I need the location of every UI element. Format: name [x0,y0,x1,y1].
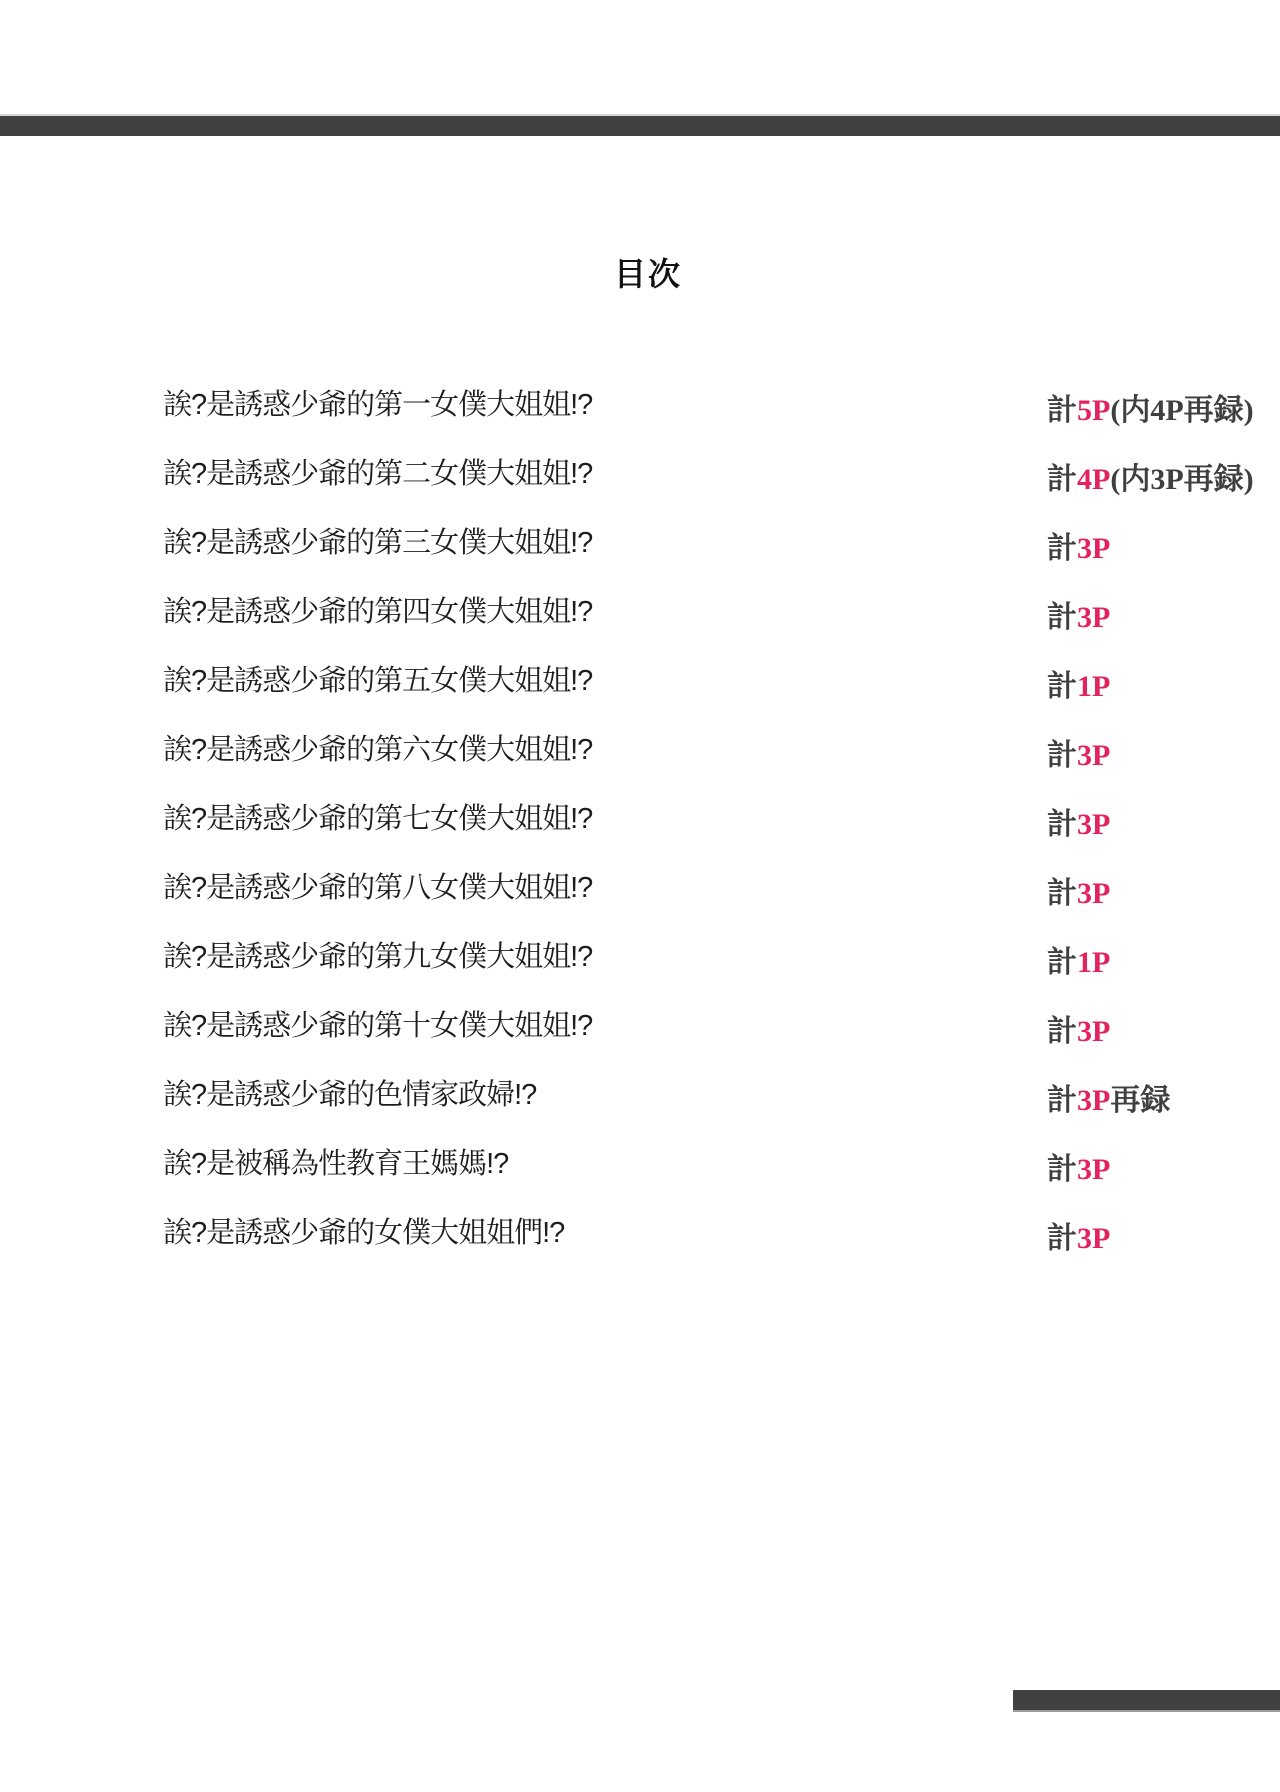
page-count-prefix: 計 [1047,877,1077,910]
page-count-value: 3P [1077,601,1111,634]
toc-entry-title: 誒?是誘惑少爺的第一女僕大姐姐!? [163,389,593,421]
toc-entry-pages [1047,1223,1255,1255]
toc-entry [163,1217,1255,1286]
page-count-value: 3P [1077,1015,1111,1048]
page-count-prefix: 計 [1047,1222,1077,1255]
toc-entry [163,458,1255,527]
toc-entry-pages [1047,947,1255,979]
bottom-divider-bar [1013,1690,1280,1712]
toc-entry [163,1148,1255,1217]
toc-entry [163,941,1255,1010]
page-count-prefix: 計 [1047,394,1077,427]
page-count-prefix: 計 [1047,946,1077,979]
toc-entry [163,1010,1255,1079]
page-count-value: 3P [1077,1084,1111,1117]
page-count-prefix: 計 [1047,808,1077,841]
page-count-prefix: 計 [1047,1015,1077,1048]
toc-entry-title: 誒?是誘惑少爺的第九女僕大姐姐!? [163,941,593,973]
toc-entry [163,1079,1255,1148]
toc-entry [163,872,1255,941]
toc-entry-title: 誒?是被稱為性教育王媽媽!? [163,1148,509,1180]
page-count-note: 再録 [1110,1084,1171,1117]
toc-entry-pages [1047,671,1255,703]
toc-entry-pages [1047,602,1255,634]
toc-entry-title: 誒?是誘惑少爺的第二女僕大姐姐!? [163,458,593,490]
page-count-prefix: 計 [1047,1084,1077,1117]
toc-entry-title: 誒?是誘惑少爺的第七女僕大姐姐!? [163,803,593,835]
toc-entry-pages [1047,395,1255,427]
toc-entry-pages [1047,809,1255,841]
page-count-value: 1P [1077,946,1111,979]
toc-entry-title: 誒?是誘惑少爺的第八女僕大姐姐!? [163,872,593,904]
page-count-value: 5P [1077,394,1111,427]
page-count-prefix: 計 [1047,670,1077,703]
toc-entry-pages [1047,1085,1255,1117]
page-count-note: (内3P再録) [1110,463,1254,496]
page-count-value: 3P [1077,1222,1111,1255]
toc-entry-title: 誒?是誘惑少爺的第四女僕大姐姐!? [163,596,593,628]
toc-entry [163,527,1255,596]
toc-entry [163,389,1255,458]
toc-entry-pages [1047,878,1255,910]
toc-entry-pages [1047,1016,1255,1048]
page-count-value: 3P [1077,877,1111,910]
page-count-value: 1P [1077,670,1111,703]
page-count-prefix: 計 [1047,601,1077,634]
toc-list [163,389,1255,1286]
top-divider-bar [0,114,1280,136]
page-count-prefix: 計 [1047,463,1077,496]
page-count-prefix: 計 [1047,739,1077,772]
toc-entry-pages [1047,533,1255,565]
toc-entry-title: 誒?是誘惑少爺的女僕大姐姐們!? [163,1217,565,1249]
toc-entry-title: 誒?是誘惑少爺的第三女僕大姐姐!? [163,527,593,559]
page-count-note: (内4P再録) [1110,394,1254,427]
page-count-value: 3P [1077,808,1111,841]
page-count-prefix: 計 [1047,1153,1077,1186]
page-count-prefix: 計 [1047,532,1077,565]
toc-entry-pages [1047,740,1255,772]
toc-entry [163,734,1255,803]
toc-entry-title: 誒?是誘惑少爺的第五女僕大姐姐!? [163,665,593,697]
toc-entry-title: 誒?是誘惑少爺的第六女僕大姐姐!? [163,734,593,766]
toc-entry [163,665,1255,734]
toc-entry-title: 誒?是誘惑少爺的色情家政婦!? [163,1079,537,1111]
page-count-value: 3P [1077,532,1111,565]
toc-entry-pages [1047,464,1255,496]
page-count-value: 3P [1077,739,1111,772]
page-count-value: 4P [1077,463,1111,496]
page-count-value: 3P [1077,1153,1111,1186]
toc-entry-title: 誒?是誘惑少爺的第十女僕大姐姐!? [163,1010,593,1042]
toc-entry [163,596,1255,665]
toc-entry-pages [1047,1154,1255,1186]
page-title: 目次 [613,256,682,292]
toc-entry [163,803,1255,872]
